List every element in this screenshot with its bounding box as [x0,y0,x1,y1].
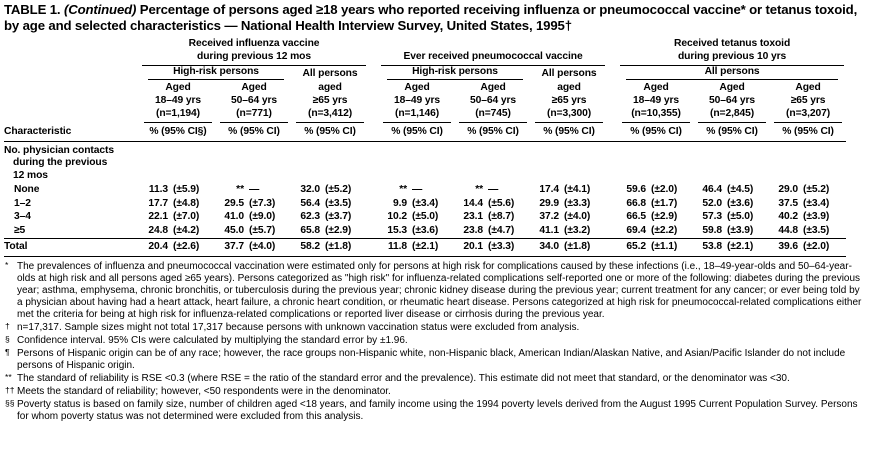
header-measure-row [4,123,846,141]
pct-cell: 52.0 [702,197,723,209]
ci-cell: (±9.0) [249,211,276,223]
text-line: 18–49 yrs [633,95,680,107]
measure-header: % (95% CI§) [140,123,216,141]
footnote [4,348,866,372]
row-label: Total [4,238,140,256]
text-line: Aged [241,82,267,94]
pct-cell: 46.4 [702,183,723,195]
text-line: High-risk persons [387,66,523,81]
spacer [368,183,379,197]
pct-cell: 10.2 [387,211,408,223]
ci-cell: (±5.9) [173,183,200,195]
text-line: ≥65 yrs [790,95,826,107]
pct-cell: 34.0 [531,238,561,256]
table-title-text: Percentage of persons aged ≥18 years who reported receiving influenza or pneumococcal vaccine* or tetanus toxoid, by age and selected characteristics — National Health Interview Survey, United States, 1995† [4,2,858,34]
sample-size: (n=3,300) [547,108,592,120]
text-line: All persons [626,66,838,81]
measure-header: % (95% CI) [379,123,455,141]
sample-size: (n=1,146) [395,108,440,120]
col-header [292,80,368,122]
footnotes [4,261,866,423]
pct-cell: 62.3 [300,211,320,223]
pct-cell: 56.4 [300,197,320,209]
text-line: 12 mos [13,170,48,182]
ci-cell: (±7.3) [249,197,276,209]
footnote-text: Meets the standard of reliability; however, <50 respondents were in the denominator. [17,385,391,397]
measure-header: % (95% CI) [618,123,694,141]
col-header [455,80,531,122]
pct-cell: 66.5 [626,211,647,223]
sample-size: (n=3,412) [308,108,353,120]
ci-cell: (±7.0) [173,211,200,223]
subgroup-all-persons-influenza: All persons [302,67,358,79]
pct-cell: 69.4 [626,225,647,237]
spacer [4,66,140,81]
spacer [607,123,618,141]
spacer [607,66,618,81]
pct-cell: 65.2 [618,238,648,256]
pct-cell: 53.8 [694,238,724,256]
ci-cell: (±4.8) [173,197,200,209]
spacer [607,238,618,256]
text-line: aged [557,82,581,94]
pct-cell: 29.9 [539,197,560,209]
table-row [4,210,846,224]
ci-cell: (±4.1) [564,183,591,195]
spacer [607,210,618,224]
ci-cell: (±3.4) [412,197,439,209]
pct-cell: 58.2 [292,238,322,256]
ci-cell: (±2.1) [409,238,455,256]
pct-cell: 17.4 [539,183,560,195]
ci-cell: (±2.0) [651,183,678,195]
total-row [4,238,846,256]
pct-cell: 29.5 [224,197,244,209]
footnote-text: The prevalences of influenza and pneumococcal vaccination were estimated only for persons at high risk for complications caused by these infections (i.e., 18–49-year-olds and 50–64-year-olds at high risk and all persons aged ≥65 years). Persons categorized as "high risk" for influenza-related complications self-reported one or more of the following: diabetes during the previous year; asthma, emphysema, chronic bronchitis, or tuberculosis during the previous year; chronic kidney disease during the previous year; current treatment for any cancer; or ever being told by a physician about having had a heart attack, heart failure, a chronic heart condition, or rheumatic heart disease. Persons categorized at high risk for pneumococcal-related complications either met the criteria for being at high risk for influenza-related complications or reported liver disease or cirrhosis during the previous year. [17,260,862,320]
ci-cell: (±4.2) [173,225,200,237]
pct-cell: 20.4 [140,238,170,256]
ci-cell: (±1.7) [651,197,678,209]
pct-cell: 37.7 [216,238,246,256]
pct-cell: ** [236,183,244,195]
text-line: Ever received pneumococcal vaccine [403,50,583,62]
ci-cell: (±5.0) [412,211,439,223]
ci-cell: (±8.7) [488,211,515,223]
footnote-symbol: § [5,333,10,344]
pct-cell: 29.0 [778,183,799,195]
text-line: Aged [795,82,821,94]
pct-cell: 23.8 [463,225,484,237]
measure-header: % (95% CI) [770,123,846,141]
pct-cell: 22.1 [148,211,168,223]
text-line: Received tetanus toxoid [673,38,791,50]
pct-cell: 17.7 [148,197,168,209]
footnote [4,335,866,347]
sample-size: (n=10,355) [631,108,681,120]
spacer [368,238,379,256]
footnote-symbol: † [5,320,10,331]
text-line: during previous 12 mos [197,50,311,62]
spacer [607,38,618,66]
measure-header: % (95% CI) [216,123,292,141]
ci-cell: (±5.2) [803,183,830,195]
pct-cell: 57.3 [702,211,723,223]
group-header-tetanus [618,38,846,66]
ci-cell: (±2.9) [651,211,678,223]
text-line: Aged [643,82,669,94]
pct-cell: ** [399,183,408,195]
vaccination-table [4,38,846,256]
header-subgroup-row [4,66,846,81]
ci-cell: (±3.9) [727,225,754,237]
ci-cell: (±3.6) [412,225,439,237]
ci-cell: (±2.2) [651,225,678,237]
pct-cell: 15.3 [387,225,408,237]
table-row [4,197,846,211]
sample-size: (n=771) [236,108,272,120]
subgroup-all-persons-tetanus [618,66,846,81]
section-label [4,141,846,183]
ci-cell: (±1.1) [648,238,694,256]
pct-cell: 20.1 [455,238,485,256]
sample-size: (n=745) [475,108,511,120]
subgroup-high-risk-influenza [140,66,292,81]
footnote [4,399,866,423]
spacer [4,80,140,122]
text-line: High-risk persons [148,66,284,81]
footnote-symbol: †† [5,384,15,395]
pct-cell: 66.8 [626,197,647,209]
table-title [4,2,866,34]
pct-cell: 37.5 [778,197,799,209]
ci-cell: (±3.7) [325,211,352,223]
pct-cell: 32.0 [300,183,320,195]
footnote [4,322,866,334]
pct-cell: 24.8 [148,225,168,237]
text-line: during the previous [13,157,108,169]
spacer [607,80,618,122]
col-header [140,80,216,122]
spacer [368,38,379,66]
ci-cell: (±2.1) [724,238,770,256]
ci-cell: (±3.6) [727,197,754,209]
text-line: 50–64 yrs [709,95,756,107]
pct-cell: ** [475,183,484,195]
text-line: Received influenza vaccine [188,38,320,50]
spacer [368,123,379,141]
ci-cell: — [412,183,423,195]
row-label: 1–2 [14,197,31,209]
footnote-text: n=17,317. Sample sizes might not total 17,317 because persons with unknown vaccination status were excluded from analysis. [17,321,580,333]
ci-cell: (±5.7) [249,225,276,237]
pct-cell: 41.1 [539,225,560,237]
footnote-text: The standard of reliability is RSE <0.3 (where RSE = the ratio of the standard error and the prevalence). This estimate did not meet that standard, or the denominator was <30. [17,372,790,384]
text-line: Aged [165,82,191,94]
subgroup-high-risk-pneumococcal [379,66,531,81]
pct-cell: 45.0 [224,225,244,237]
spacer [368,197,379,211]
subgroup-all-persons-pneumococcal: All persons [541,67,597,79]
pct-cell: 65.8 [300,225,320,237]
col-header [770,80,846,122]
ci-cell: (±2.0) [800,238,846,256]
header-group-row [4,38,846,66]
characteristic-header: Characteristic [4,123,140,141]
row-label: 3–4 [14,211,31,223]
pct-cell: 39.6 [770,238,800,256]
ci-cell: (±2.6) [170,238,216,256]
spacer [368,66,379,81]
ci-cell: (±3.9) [803,211,830,223]
text-line: No. physician contacts [4,144,114,156]
ci-cell: — [488,183,499,195]
sample-size: (n=3,207) [786,108,831,120]
col-header [216,80,292,122]
pct-cell: 11.3 [148,183,168,195]
text-line: aged [318,82,342,94]
footnote-text: Confidence interval. 95% CIs were calculated by multiplying the standard error by ±1.96. [17,334,408,346]
ci-cell: (±4.0) [246,238,292,256]
pct-cell: 14.4 [463,197,484,209]
ci-cell: (±2.9) [325,225,352,237]
footnote-symbol: §§ [5,397,15,408]
text-line: Aged [480,82,506,94]
section-header-row [4,141,846,183]
ci-cell: (±5.6) [488,197,515,209]
ci-cell: (±3.5) [803,225,830,237]
pct-cell: 44.8 [778,225,799,237]
ci-cell: — [249,183,260,195]
pct-cell: 41.0 [224,211,244,223]
header-columns-row [4,80,846,122]
table-continued-note: (Continued) [63,2,137,17]
measure-header: % (95% CI) [455,123,531,141]
pct-cell: 11.8 [379,238,409,256]
pct-cell: 59.6 [626,183,647,195]
ci-cell: (±3.3) [564,197,591,209]
footnote-symbol: ** [5,371,12,382]
col-header [694,80,770,122]
table-number: TABLE 1. [4,2,61,17]
col-header [379,80,455,122]
ci-cell: (±3.3) [485,238,531,256]
footnote-text: Persons of Hispanic origin can be of any race; however, the race groups non-Hispanic white, non-Hispanic black, American Indian/Alaskan Native, and Asian/Pacific Islander do not include persons of Hispanic origin. [17,347,846,371]
sample-size: (n=2,845) [710,108,755,120]
ci-cell: (±1.8) [561,238,607,256]
text-line: ≥65 yrs [551,95,587,107]
ci-cell: (±4.5) [727,183,754,195]
spacer [4,38,140,66]
text-line: 50–64 yrs [230,95,278,107]
row-label: None [14,183,40,195]
spacer [368,210,379,224]
text-line: Aged [404,82,430,94]
spacer [607,224,618,238]
footnote-symbol: * [5,259,9,270]
text-line: ≥65 yrs [312,95,348,107]
ci-cell: (±4.7) [488,225,515,237]
footnote-text: Poverty status is based on family size, number of children aged <18 years, and family income using the 1994 poverty levels derived from the August 1995 Current Population Survey. Persons for whom poverty status was not determined were excluded from this analysis. [17,398,858,422]
ci-cell: (±3.5) [325,197,352,209]
table-row [4,183,846,197]
pct-cell: 9.9 [393,197,408,209]
ci-cell: (±4.0) [564,211,591,223]
spacer [368,224,379,238]
measure-header: % (95% CI) [694,123,770,141]
text-line: 18–49 yrs [154,95,202,107]
pct-cell: 40.2 [778,211,799,223]
spacer [607,197,618,211]
ci-cell: (±3.2) [564,225,591,237]
pct-cell: 59.8 [702,225,723,237]
footnote [4,373,866,385]
pct-cell: 37.2 [539,211,560,223]
text-line: 18–49 yrs [394,95,441,107]
measure-header: % (95% CI) [531,123,607,141]
footnote [4,386,866,398]
col-header [531,80,607,122]
sample-size: (n=1,194) [155,108,201,120]
text-line: during previous 10 yrs [677,50,787,62]
footnote-symbol: ¶ [5,346,10,357]
ci-cell: (±5.0) [727,211,754,223]
col-header [618,80,694,122]
footnote [4,261,866,321]
text-line: Aged [719,82,745,94]
group-header-pneumococcal [379,38,607,66]
ci-cell: (±5.2) [325,183,352,195]
spacer [607,183,618,197]
row-label: ≥5 [14,225,26,237]
group-header-influenza [140,38,368,66]
ci-cell: (±3.4) [803,197,830,209]
measure-header: % (95% CI) [292,123,368,141]
text-line: 50–64 yrs [470,95,517,107]
ci-cell: (±1.8) [322,238,368,256]
spacer [368,80,379,122]
pct-cell: 23.1 [463,211,484,223]
table-row [4,224,846,238]
